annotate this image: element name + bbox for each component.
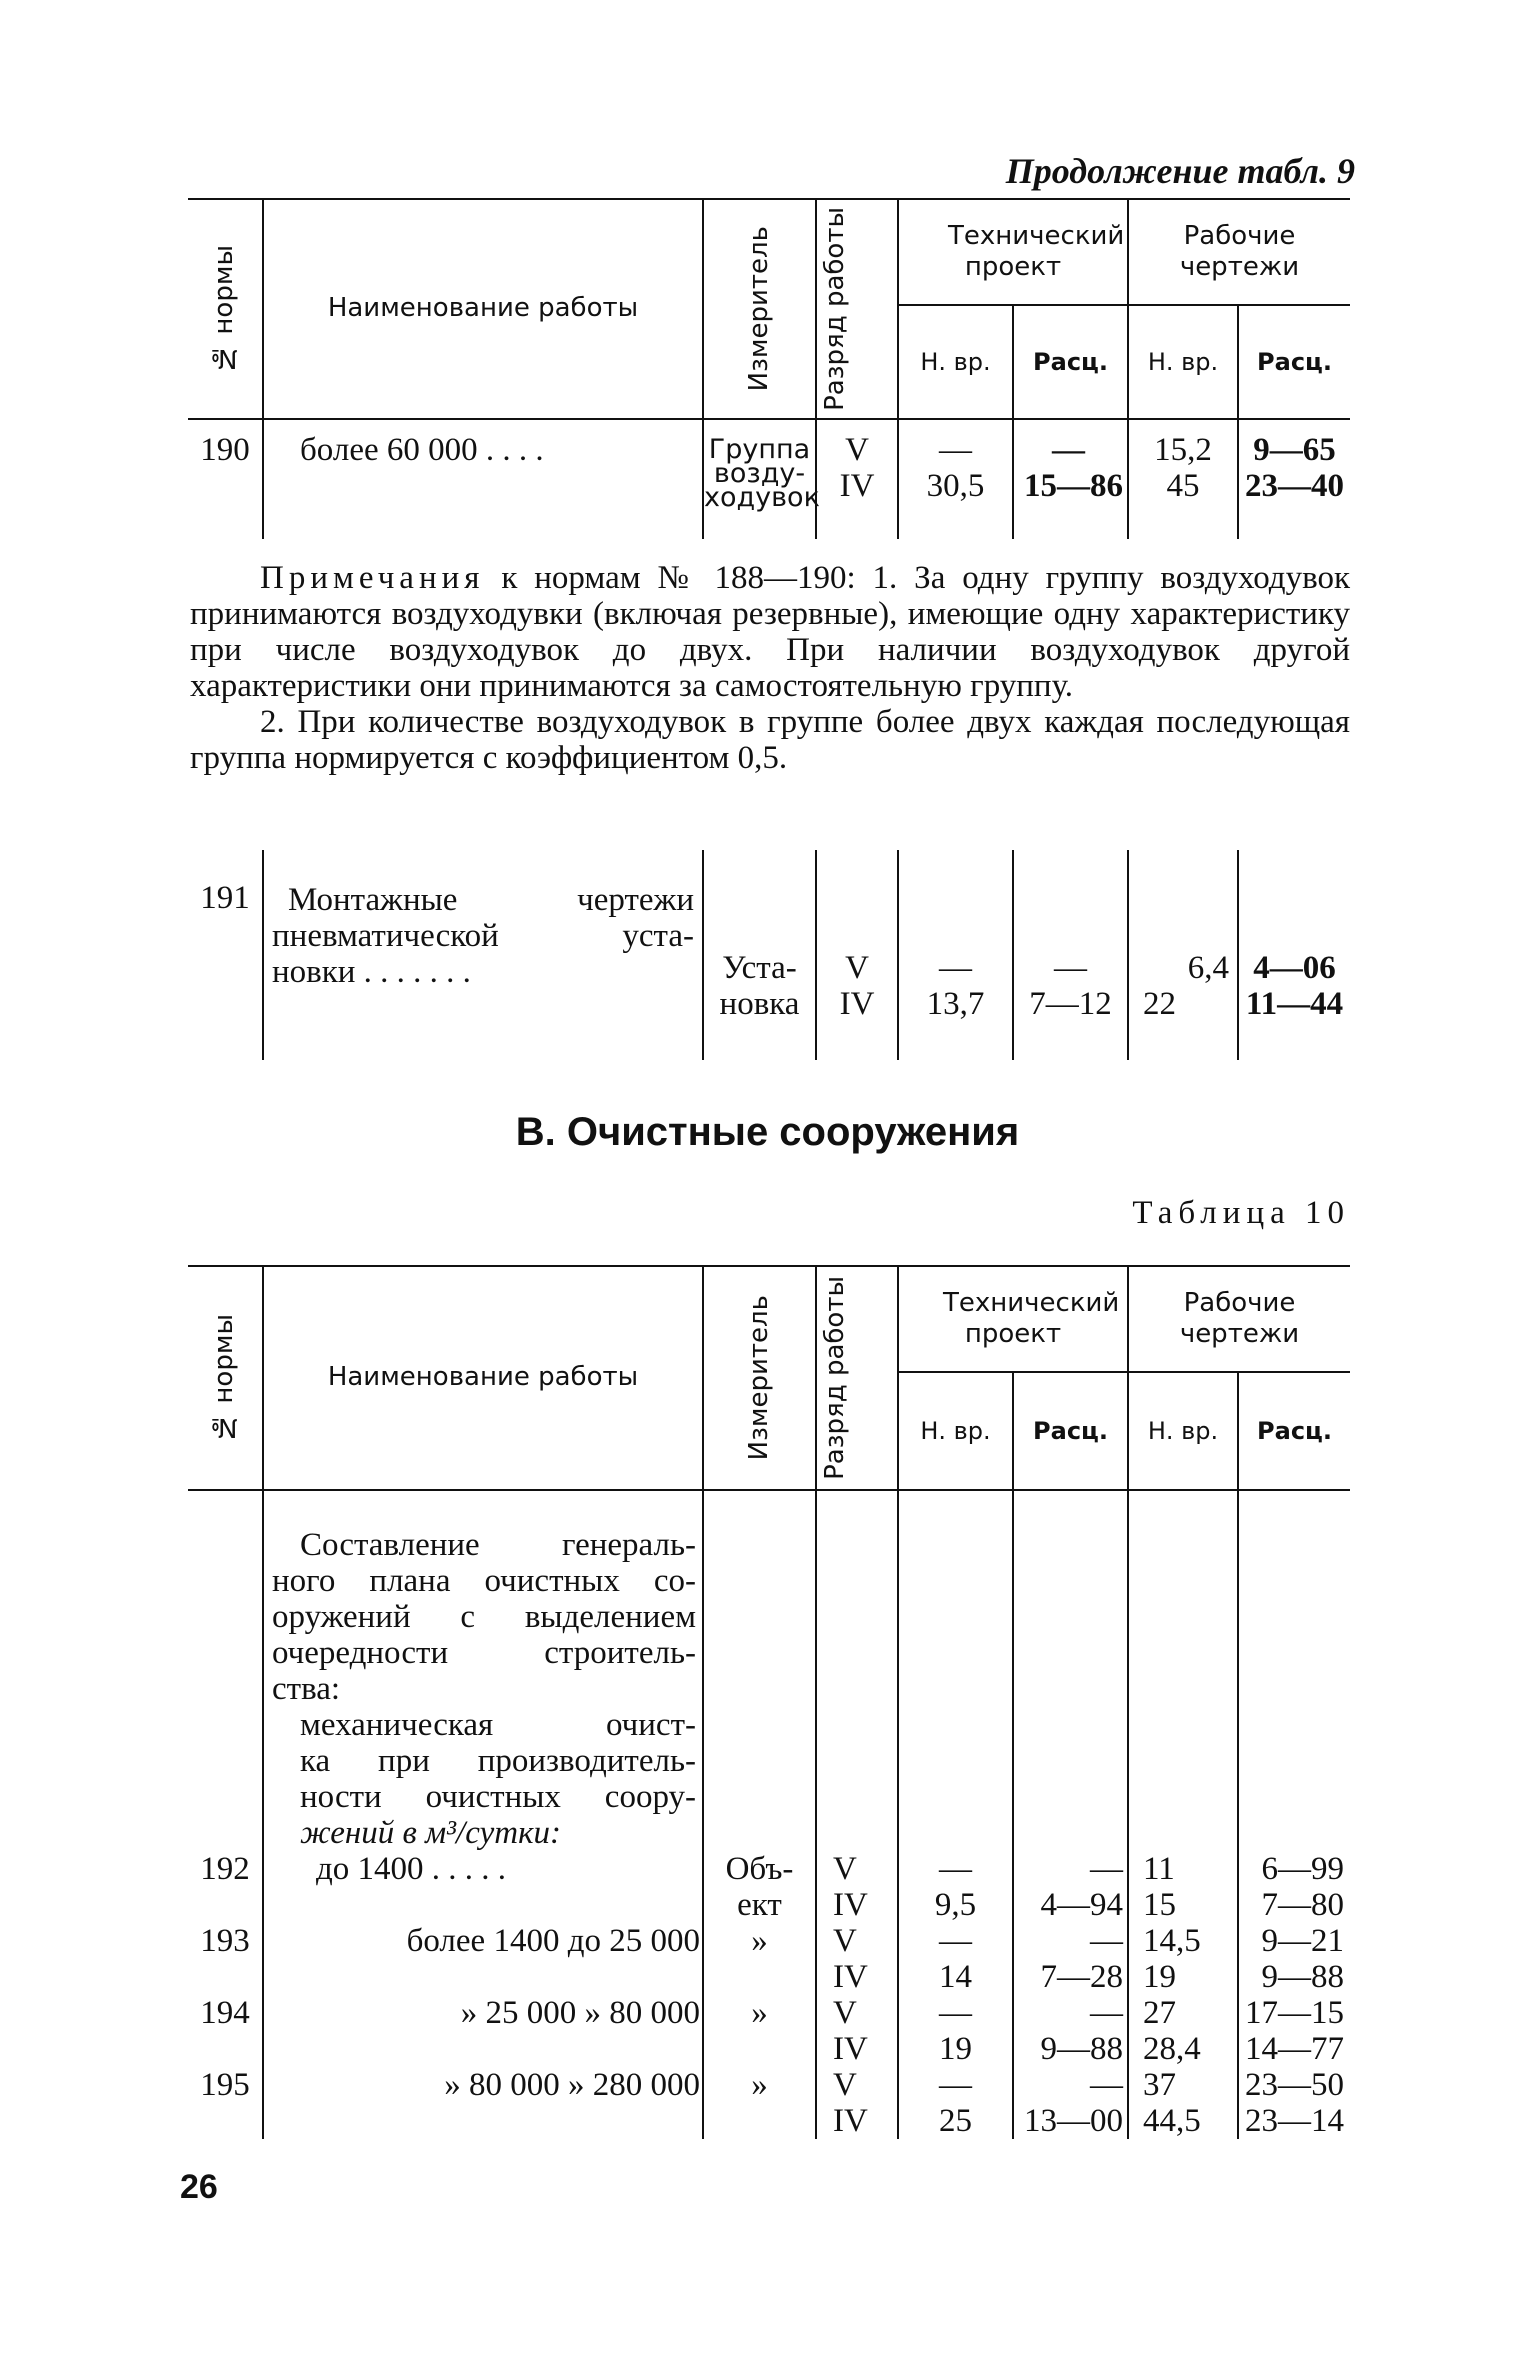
row-wd-hours: 6,4 22: [1128, 850, 1238, 1060]
header-tp-rate: Расц.: [1013, 305, 1128, 419]
row-work-name: » 25 000 » 80 000: [263, 1995, 703, 2067]
row-grade: V IV: [816, 2067, 898, 2139]
row-tp-rate: — 13—00: [1013, 2067, 1128, 2139]
row-tp-rate: — 7—28: [1013, 1923, 1128, 1995]
row-unit: »: [703, 1995, 816, 2067]
row-tp-rate: — 9—88: [1013, 1995, 1128, 2067]
header-work-name: Наименование работы: [263, 1266, 703, 1490]
intro-text: Составление генераль- ного плана очистных со- оружений с выделением очередности строитель- ства: механическая очист- ка при производитель- ности очистных соору- жений в м³/сутки:: [263, 1490, 703, 1851]
row-grade: V IV: [816, 419, 898, 539]
row-wd-hours: 15,2 45: [1128, 419, 1238, 539]
table-intro-row: [188, 1490, 1350, 1851]
row-tp-rate: — 15—86: [1013, 419, 1128, 539]
table-10: [188, 1265, 1350, 2139]
row-unit: Группа возду- ходувок: [703, 419, 816, 539]
table-row: [188, 850, 1350, 1060]
row-wd-rate: 4—06 11—44: [1245, 950, 1344, 1022]
row-unit: Объ- ект: [703, 1851, 816, 1923]
row-tp-hours: — 30,5: [898, 419, 1013, 539]
row-work-name: » 80 000 » 280 000: [263, 2067, 703, 2139]
row-unit: »: [703, 2067, 816, 2139]
table-label: Таблица 10: [1132, 1195, 1350, 1231]
row-work-name: более 1400 до 25 000: [263, 1923, 703, 1995]
row-work-name: до 1400 . . . . .: [263, 1851, 703, 1923]
row-work-name: Монтажные чертежи пневматической уста- новки . . . . . . .: [263, 850, 703, 1060]
table-row: [188, 419, 1350, 539]
note-text: к нормам № 188—190: 1. За одну группу воздуходувок принимаются воздуходувки (включая резервные), имеющие одну характеристику при числе воздуходувок до двух. При наличии воздуходувок другой характеристики они принимаются за самостоятельную группу.: [190, 560, 1350, 704]
header-wd-hours: Н. вр.: [1128, 305, 1238, 419]
row-norm-no: 191: [188, 850, 263, 1060]
row-norm-no: 190: [188, 419, 263, 539]
header-wd-rate: Расц.: [1238, 305, 1350, 419]
row-wd-hours: 37 44,5: [1128, 2067, 1238, 2139]
table-9-continuation: [188, 198, 1350, 539]
row-grade: V IV: [816, 1923, 898, 1995]
row-wd-hours: 27 28,4: [1128, 1995, 1238, 2067]
row-wd-hours: 14,5 19: [1128, 1923, 1238, 1995]
row-norm-no: 194: [188, 1995, 263, 2067]
notes-block: [190, 560, 1350, 776]
header-tech-project: Технический проект: [898, 1266, 1128, 1372]
header-norm-no: № нормы: [188, 1266, 263, 1490]
row-tp-hours: — 9,5: [898, 1851, 1013, 1923]
row-norm-no: 192: [188, 1851, 263, 1923]
note-paragraph-1: [190, 560, 1350, 704]
table-row: [188, 1995, 1350, 2067]
table-9-row-191: [188, 850, 1350, 1060]
header-tp-hours: Н. вр.: [898, 1372, 1013, 1490]
table-row: [188, 1851, 1350, 1923]
header-tp-rate: Расц.: [1013, 1372, 1128, 1490]
header-tp-hours: Н. вр.: [898, 305, 1013, 419]
table-row: [188, 1923, 1350, 1995]
header-wd-rate: Расц.: [1238, 1372, 1350, 1490]
header-grade: Разряд работы: [816, 1266, 898, 1490]
header-grade: Разряд работы: [816, 199, 898, 419]
row-grade: V IV: [816, 850, 898, 1060]
row-tp-rate: — 7—12: [1013, 850, 1128, 1060]
row-work-name: более 60 000 . . . .: [263, 419, 703, 539]
header-unit: Измеритель: [703, 1266, 816, 1490]
row-norm-no: 195: [188, 2067, 263, 2139]
row-norm-no: 193: [188, 1923, 263, 1995]
page-number: 26: [180, 2168, 218, 2206]
header-work-name: Наименование работы: [263, 199, 703, 419]
row-tp-rate: — 4—94: [1013, 1851, 1128, 1923]
row-unit: Уста- новка: [703, 850, 816, 1060]
row-wd-rate: 6—99 7—80: [1261, 1851, 1344, 1923]
row-grade: V IV: [816, 1995, 898, 2067]
row-unit: »: [703, 1923, 816, 1995]
row-tp-hours: — 25: [898, 2067, 1013, 2139]
header-working-drawings: Рабочие чертежи: [1179, 1287, 1300, 1349]
row-wd-rate: 9—65 23—40: [1245, 432, 1344, 504]
note-lead: Примечания: [260, 560, 485, 596]
header-norm-no: № нормы: [188, 199, 263, 419]
header-tech-project: Технический проект: [898, 199, 1128, 305]
header-unit: Измеритель: [703, 199, 816, 419]
row-wd-rate: 9—21 9—88: [1261, 1923, 1344, 1995]
row-tp-hours: — 14: [898, 1923, 1013, 1995]
section-title: В. Очистные сооружения: [515, 1110, 1020, 1154]
row-wd-rate: 23—50 23—14: [1245, 2067, 1344, 2139]
row-tp-hours: — 19: [898, 1995, 1013, 2067]
header-wd-hours: Н. вр.: [1128, 1372, 1238, 1490]
continuation-title: Продолжение табл. 9: [1005, 151, 1355, 191]
row-wd-hours: 11 15: [1128, 1851, 1238, 1923]
header-working-drawings: Рабочие чертежи: [1179, 220, 1300, 282]
table-row: [188, 2067, 1350, 2139]
note-paragraph-2: 2. При количестве воздуходувок в группе более двух каждая последующая группа нормируется с коэффициентом 0,5.: [190, 704, 1350, 776]
row-grade: V IV: [816, 1851, 898, 1923]
row-wd-rate: 17—15 14—77: [1245, 1995, 1344, 2067]
row-tp-hours: — 13,7: [898, 850, 1013, 1060]
